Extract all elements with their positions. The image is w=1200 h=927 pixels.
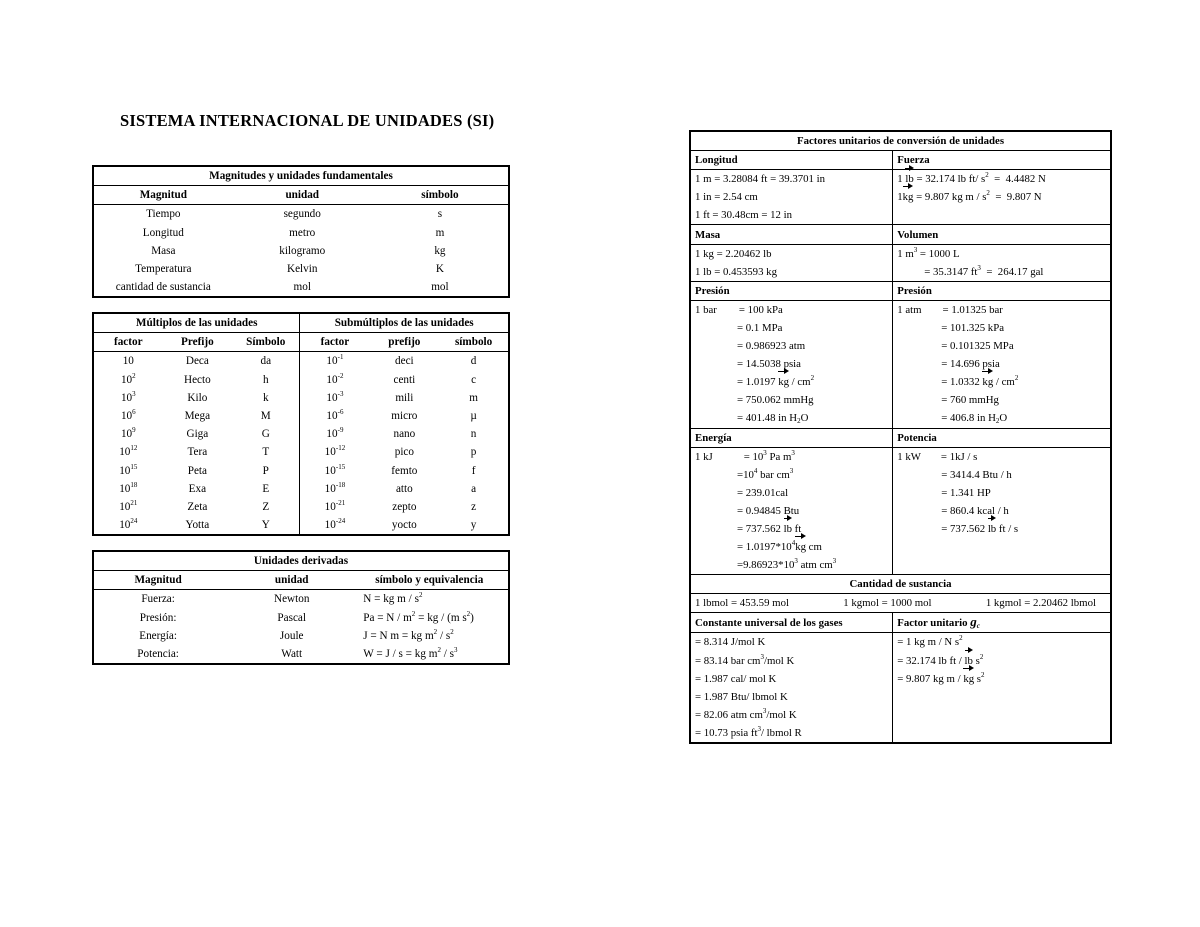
table-row xyxy=(93,498,509,516)
factor-cell: $10^{-24}$ xyxy=(324,517,346,532)
symbol-cell: k xyxy=(232,389,300,407)
column-header: símbolo y equivalencia xyxy=(361,571,509,590)
table-row xyxy=(93,645,509,664)
potencia-line xyxy=(893,447,1111,466)
longitud-line: 1 ft = 30.48cm = 12 in xyxy=(690,206,893,225)
column-header: prefijo xyxy=(370,333,440,352)
prefijos-table xyxy=(92,312,510,536)
cell: kg xyxy=(434,244,446,257)
equivalencia-energia: J = N m = kg $m^2 / s^2$ xyxy=(363,627,454,642)
factor-cell: $10^{15}$ xyxy=(119,462,138,477)
multiplos-caption: Múltiplos de las unidades xyxy=(93,313,300,333)
table-row xyxy=(93,407,509,425)
prefix-cell: pico xyxy=(394,446,414,459)
table-row xyxy=(93,516,509,535)
cell: m xyxy=(435,226,445,239)
factor-cell: $10^{-6}$ xyxy=(326,408,344,423)
symbol-cell: p xyxy=(470,446,477,459)
symbol-cell: G xyxy=(232,425,300,443)
presion-value: = 14.5038 psia xyxy=(690,355,893,373)
longitud-line: 1 in = 2.54 cm xyxy=(690,188,893,206)
gc-value: = 9.807 kg m / kg $s^2$ xyxy=(893,670,1111,688)
cell: Energía: xyxy=(139,629,177,642)
submultiplos-caption: Submúltiplos de las unidades xyxy=(300,313,509,333)
cell: Watt xyxy=(281,648,303,661)
gases-value: = 1.987 cal/ mol K xyxy=(690,670,893,688)
derivadas-caption: Unidades derivadas xyxy=(93,551,509,571)
table-row xyxy=(93,371,509,389)
gases-label: Constante universal de los gases xyxy=(690,613,893,633)
symbol-cell: µ xyxy=(470,410,477,423)
cell: Potencia: xyxy=(137,648,179,661)
symbol-cell: E xyxy=(232,480,300,498)
table-row xyxy=(93,224,509,242)
cell: mol xyxy=(293,281,311,294)
masa-line: 1 kg = 2.20462 lb xyxy=(690,244,893,263)
factor-cell: $10^6$ xyxy=(120,408,136,423)
presion-value: = 0.101325 MPa xyxy=(941,340,1014,353)
empty-cell xyxy=(893,688,1111,706)
potencia-value: = 860.4 kcal / h xyxy=(941,504,1009,517)
prefix-cell: Yotta xyxy=(185,519,210,532)
cell: cantidad de sustancia xyxy=(115,281,211,294)
fuerza-label: Fuerza xyxy=(897,154,930,167)
prefix-cell: Kilo xyxy=(187,391,208,404)
prefix-cell: Giga xyxy=(186,428,209,441)
cell: segundo xyxy=(283,208,321,221)
factor-cell: $10^{-3}$ xyxy=(326,389,344,404)
energia-unit: 1 kJ xyxy=(695,450,713,463)
factor-cell: $10^{18}$ xyxy=(119,480,138,495)
table-row xyxy=(93,609,509,627)
prefix-cell: mili xyxy=(395,391,414,404)
masa-label: Masa xyxy=(690,225,893,244)
presion-value: = 401.48 in $H_2O$ xyxy=(690,409,893,428)
presion-unit: 1 bar xyxy=(695,303,717,316)
symbol-cell: y xyxy=(470,519,477,532)
presion-value: = 1.0197 kg / $cm^2$ xyxy=(690,373,893,391)
cell: Joule xyxy=(279,629,304,642)
sustancia-label: Cantidad de sustancia xyxy=(690,575,1111,594)
cell: Fuerza: xyxy=(141,593,175,606)
column-header: Magnitud xyxy=(93,186,233,205)
presion-value: = 750.062 mmHg xyxy=(690,391,893,409)
prefix-cell: centi xyxy=(393,373,416,386)
factor-cell: $10^{-1}$ xyxy=(326,353,344,368)
cell: Temperatura xyxy=(135,263,192,276)
gases-value: = 82.06 atm $cm^3$/mol K xyxy=(690,706,893,724)
factor-cell: $10^3$ xyxy=(120,389,136,404)
energia-value: $=10^4$ bar $cm^3$ xyxy=(690,466,893,484)
sustancia-value: 1 lbmol = 453.59 mol xyxy=(695,597,789,610)
sustancia-value: 1 kgmol = 1000 mol xyxy=(843,597,932,610)
column-header: unidad xyxy=(222,571,361,590)
presion-value: = 0.986923 atm xyxy=(690,337,893,355)
prefix-cell: nano xyxy=(393,428,416,441)
presion-label: Presión xyxy=(893,281,1111,300)
factor-cell: $10^9$ xyxy=(120,426,136,441)
symbol-cell: a xyxy=(471,482,477,495)
cell: Pascal xyxy=(277,611,307,624)
cell: mol xyxy=(431,281,449,294)
column-header: símbolo xyxy=(439,333,509,352)
presion-value: = 406.8 in $H_2O$ xyxy=(941,412,1008,426)
gases-value: = 83.14 bar $cm^3$/mol K xyxy=(690,652,893,670)
potencia-value: = 3414.4 Btu / h xyxy=(941,468,1012,481)
fundamentales-table xyxy=(92,165,510,298)
empty-cell xyxy=(893,556,1111,575)
sustancia-value: 1 kgmol = 2.20462 lbmol xyxy=(985,597,1096,610)
table-row xyxy=(93,352,509,371)
cell: metro xyxy=(289,226,316,239)
conversion-table xyxy=(689,130,1112,744)
symbol-cell: d xyxy=(470,355,477,368)
symbol-cell: M xyxy=(232,407,300,425)
prefix-cell: deci xyxy=(395,355,414,368)
table-row xyxy=(93,260,509,278)
column-header: Prefijo xyxy=(163,333,233,352)
table-row xyxy=(93,480,509,498)
presion-value: = 1.0332 kg / $cm^2$ xyxy=(893,373,1111,391)
cell: Kelvin xyxy=(287,263,318,276)
empty-cell xyxy=(893,206,1111,225)
factor-cell: $10^{-18}$ xyxy=(324,480,346,495)
column-header: factor xyxy=(93,333,163,352)
gc-label: Factor unitario $g_c$ xyxy=(893,613,1111,633)
gases-value: = 1.987 Btu/ lbmol K xyxy=(690,688,893,706)
gc-label-text: Factor unitario xyxy=(897,617,971,630)
potencia-value: = 1.341 HP xyxy=(941,486,991,499)
volumen-line: = 35.3147 $ft^3 = 264.17$ gal xyxy=(924,263,1044,278)
prefix-cell: Deca xyxy=(185,355,209,368)
prefix-cell: zepto xyxy=(392,500,417,513)
column-header: Símbolo xyxy=(232,333,300,352)
cell: s xyxy=(437,208,443,221)
prefix-cell: Hecto xyxy=(184,373,211,386)
table-row xyxy=(93,462,509,480)
fuerza-line: 1kg = 9.807 kg $m / s^2 = 9.807$ N xyxy=(893,188,1111,206)
gases-value: = 8.314 J/mol K xyxy=(690,633,893,652)
presion-value: = 1.01325 bar xyxy=(942,303,1003,316)
presion-value: = 760 mmHg xyxy=(941,394,999,407)
energia-value: = 0.94845 Btu xyxy=(690,502,893,520)
prefix-cell: Peta xyxy=(187,464,207,477)
equivalencia-potencia: W = J / s = kg $m^2 / s^3$ xyxy=(363,646,458,661)
table-row xyxy=(93,205,509,224)
prefix-cell: atto xyxy=(395,482,413,495)
volumen-line: 1 $m^3 = 1000$ L xyxy=(893,244,1111,263)
empty-cell xyxy=(893,706,1111,724)
potencia-unit: 1 kW xyxy=(897,450,921,463)
fundamentales-caption: Magnitudes y unidades fundamentales xyxy=(93,166,509,186)
cell: Tiempo xyxy=(146,208,181,221)
presion-value: = 14.696 psia xyxy=(941,358,1000,371)
gc-value: = 1 kg m / N $s^2$ xyxy=(893,633,1111,652)
symbol-cell: P xyxy=(232,462,300,480)
cell: K xyxy=(435,263,444,276)
prefix-cell: yocto xyxy=(391,519,417,532)
column-header: símbolo xyxy=(372,186,509,205)
factor-cell: $10^{21}$ xyxy=(119,498,138,513)
symbol-cell: da xyxy=(232,352,300,371)
cell: Masa xyxy=(151,244,176,257)
energia-value: = 239.01cal xyxy=(690,484,893,502)
energia-line: 1 kJ = $10^3$ Pa $m^3$ xyxy=(690,447,893,466)
longitud-label: Longitud xyxy=(690,151,893,170)
table-row xyxy=(93,278,509,297)
empty-cell xyxy=(893,724,1111,743)
factor-cell: $10^{-9}$ xyxy=(326,426,344,441)
derivadas-table xyxy=(92,550,510,665)
potencia-label: Potencia xyxy=(893,428,1111,447)
prefix-cell: micro xyxy=(391,410,418,423)
sustancia-line xyxy=(690,594,1111,613)
symbol-cell: c xyxy=(471,373,477,386)
cell: Presión: xyxy=(139,611,177,624)
presion-value: = 100 kPa xyxy=(738,303,783,316)
prefix-cell: Tera xyxy=(187,446,208,459)
factor-cell: $10^{-15}$ xyxy=(324,462,346,477)
gc-value: = 32.174 lb ft / lb $s^2$ xyxy=(893,652,1111,670)
cell: Longitud xyxy=(142,226,184,239)
cell: Newton xyxy=(274,593,310,606)
factor-cell: $10^{-21}$ xyxy=(324,498,346,513)
symbol-cell: h xyxy=(232,371,300,389)
presion-value: = 101.325 kPa xyxy=(941,321,1005,334)
factor-cell: 10 xyxy=(122,355,134,368)
symbol-cell: T xyxy=(232,443,300,461)
masa-line: 1 lb = 0.453593 kg xyxy=(690,263,893,282)
conversion-caption: Factores unitarios de conversión de unidades xyxy=(690,131,1111,151)
fuerza-line: 1 lb = 32.174 lb ft/ $s^2 = 4.4482$ N xyxy=(893,170,1111,189)
symbol-cell: n xyxy=(470,428,477,441)
energia-value: $=9.86923*10^3$ atm $cm^3$ xyxy=(690,556,893,575)
table-row xyxy=(93,627,509,645)
prefix-cell: Zeta xyxy=(187,500,208,513)
energia-label: Energía xyxy=(690,428,893,447)
presion-label: Presión xyxy=(690,281,893,300)
empty-cell xyxy=(893,538,1111,556)
presion-value: = 0.1 MPa xyxy=(690,319,893,337)
prefix-cell: femto xyxy=(391,464,418,477)
table-row xyxy=(93,425,509,443)
column-header: unidad xyxy=(233,186,372,205)
prefix-cell: Exa xyxy=(188,482,207,495)
symbol-cell: z xyxy=(471,500,477,513)
table-row xyxy=(93,389,509,407)
energia-value: = $1.0197*10^4kg$ cm xyxy=(690,538,893,556)
table-row xyxy=(93,590,509,609)
page-title: SISTEMA INTERNACIONAL DE UNIDADES (SI) xyxy=(120,111,495,130)
equivalencia-presion: $Pa = N / m^2$ = kg / (m $s^2$) xyxy=(363,609,474,624)
cell: kilogramo xyxy=(279,244,326,257)
longitud-line: 1 m = 3.28084 ft = 39.3701 in xyxy=(690,170,893,189)
energia-value: = 737.562 lb ft xyxy=(690,520,893,538)
gases-value: = 10.73 psia $ft^3/$ lbmol R xyxy=(690,724,893,743)
symbol-cell: f xyxy=(471,464,476,477)
potencia-value: = 1kJ / s xyxy=(940,450,978,463)
equivalencia-fuerza: N = kg m / $s^2$ xyxy=(363,591,423,606)
table-row xyxy=(93,242,509,260)
presion-line xyxy=(690,300,893,319)
factor-cell: $10^{-12}$ xyxy=(324,444,346,459)
potencia-value: = 737.562 lb ft / s xyxy=(893,520,1111,538)
factor-cell: $10^{24}$ xyxy=(119,517,138,532)
presion-line xyxy=(893,300,1111,319)
volumen-label: Volumen xyxy=(893,225,1111,244)
presion-unit: 1 atm xyxy=(897,303,922,316)
symbol-cell: m xyxy=(469,391,478,404)
symbol-cell: Z xyxy=(232,498,300,516)
factor-cell: $10^2$ xyxy=(120,371,136,386)
factor-cell: $10^{-2}$ xyxy=(326,371,344,386)
table-row xyxy=(93,443,509,461)
column-header: factor xyxy=(300,333,370,352)
factor-cell: $10^{12}$ xyxy=(119,444,138,459)
symbol-cell: Y xyxy=(232,516,300,535)
column-header: Magnitud xyxy=(93,571,222,590)
prefix-cell: Mega xyxy=(184,410,211,423)
